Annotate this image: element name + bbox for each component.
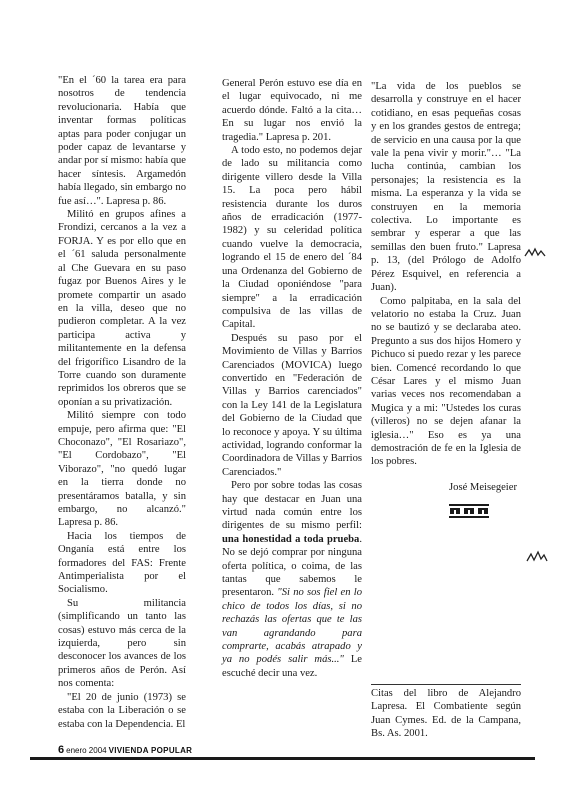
edge-mark-icon	[524, 246, 546, 260]
page-footer	[58, 744, 192, 756]
footer-rule	[30, 757, 535, 760]
paragraph: "En el ´60 la tarea era para nosotros de tendencia revolucionaria. Había que inventar formas políticas aptas para poder conjugar un poder capaz de levantarse y andar por sí mismo: había que hacer síntesis. Argamedón había llegado, sin embargo no fue así…". Lapresa p. 86.	[58, 75, 186, 207]
emphasis-bold: una honestidad a toda prueba	[222, 533, 360, 545]
paragraph-text: . No se dejó comprar por ninguna oferta política, o coima, de las tantas que sabemos le presentaron.	[222, 533, 362, 599]
paragraph: "El 20 de junio (1973) se estaba con la Liberación o se estaba con la Dependencia. El	[58, 691, 186, 730]
issue-date: enero 2004	[66, 746, 107, 755]
paragraph: Militó en grupos afines a Frondizi, cercanos a la vez a FORJA. Y es por ello que en el ´61 saluda personalmente al Che Guevara en su paso fugaz por Buenos Aires y le promete compartir un asado en la villa, deseo que no pudieron completar. A la vez participa activa y militantemente en la defensa del frigorífico Lisandro de la Torre cuando son duramente reprimidos los obreros que se oponían a su privatización.	[58, 209, 186, 408]
quote-italic: "Si no sos fiel en lo chico de todos los días, si no rechazás las ofertas que te las van agrandando para comprarte, acabás atrapado y ya no podés salir más..."	[222, 587, 362, 666]
paragraph: Militó siempre con todo empuje, pero afirma que: "El Choconazo", "El Rosariazo", "El Cordobazo", "El Viborazo", "no quedó lugar en la tierra donde no presentáramos batalla, y sin embargo, no alcanzó." Lapresa p. 86.	[58, 410, 186, 529]
edge-mark-icon	[526, 549, 548, 565]
paragraph: "La vida de los pueblos se desarrolla y construye en el hacer cotidiano, en esas pequeñas cosas y en los grandes gestos de entrega; de servicio en una causa por la que vale la pena vivir y morir."… "La lucha continúa, cambian los personajes; la resistencia es la misma. La esperanza y la vida se construyen en la memoria colectiva. Lo importante es sembrar y esperar a que las semillas den buen fruto." Lapresa p. 13, (del Prólogo de Adolfo Pérez Esquivel, en referencia a Juan).	[371, 81, 521, 294]
paragraph	[222, 479, 362, 680]
paragraph: A todo esto, no podemos dejar de lado su militancia como dirigente villero desde la Villa 15. La poca pero hábil resistencia durante los duros años de erradicación (1977-1982) y su celeridad política cuando vuelve la democracia, logrando el 15 de enero del ´84 una Ordenanza del Gobierno de la Ciudad oponiéndose "para siempre" a la erradicación compulsiva de las villas de Capital.	[222, 145, 362, 331]
column-2	[222, 77, 362, 680]
citation-note: Citas del libro de Alejandro Lapresa. El Combatiente según Juan Cymes. Ed. de la Campana, Bs. As. 2001.	[371, 684, 521, 741]
paragraph: Su militancia (simplificando un tanto las cosas) estuvo más cerca de la izquierda, pero sin desconocer los avances de los primeros años de Perón. Así nos comenta:	[58, 597, 186, 690]
paragraph: Hacia los tiempos de Onganía está entre los formadores del FAS: Frente Antimperialista por el Socialismo.	[58, 530, 186, 596]
page-number: 6	[58, 744, 65, 756]
column-1	[58, 74, 186, 731]
decorative-logo-icon	[449, 504, 489, 518]
column-3	[371, 80, 521, 518]
paragraph: General Perón estuvo ese día en el lugar equivocado, ni me acuerdo dónde. Faltó a la cita… En su lugar nos envió la tragedia." Lapresa p. 201.	[222, 78, 362, 143]
paragraph-text: Pero por sobre todas las cosas hay que destacar en Juan una virtud nada común entre los dirigentes de su mismo perfil:	[222, 480, 362, 532]
paragraph-text: Le escuché decir una vez.	[222, 654, 362, 679]
paragraph: Después su paso por el Movimiento de Villas y Barrios Carenciados (MOVICA) luego convertido en "Federación de Villas y Barrios carenciados" con la Ley 141 de la Legislatura del Gobierno de la Ciudad que lo reconoce y apoya. Y su última actividad, logrando conformar la Coordinadora de Villas y Barrios Carenciados."	[222, 332, 362, 478]
author-signature: José Meisegeier	[449, 481, 517, 493]
paragraph: Como palpitaba, en la sala del velatorio no estaba la Cruz. Juan no se bautizó y se declaraba ateo. Pregunto a sus dos hijos Homero y Pichuco si puedo rezar y les parece bien. Comencé recordando lo que César Lares y el mismo Juan varias veces nos recomendaban a Mugica y a mi: "Ustedes los curas (villeros) no se dejen afanar la iglesia…" Eso es ya una demostración de fe en la Iglesia de los pobres.	[371, 295, 521, 468]
magazine-title: VIVIENDA POPULAR	[108, 746, 193, 755]
